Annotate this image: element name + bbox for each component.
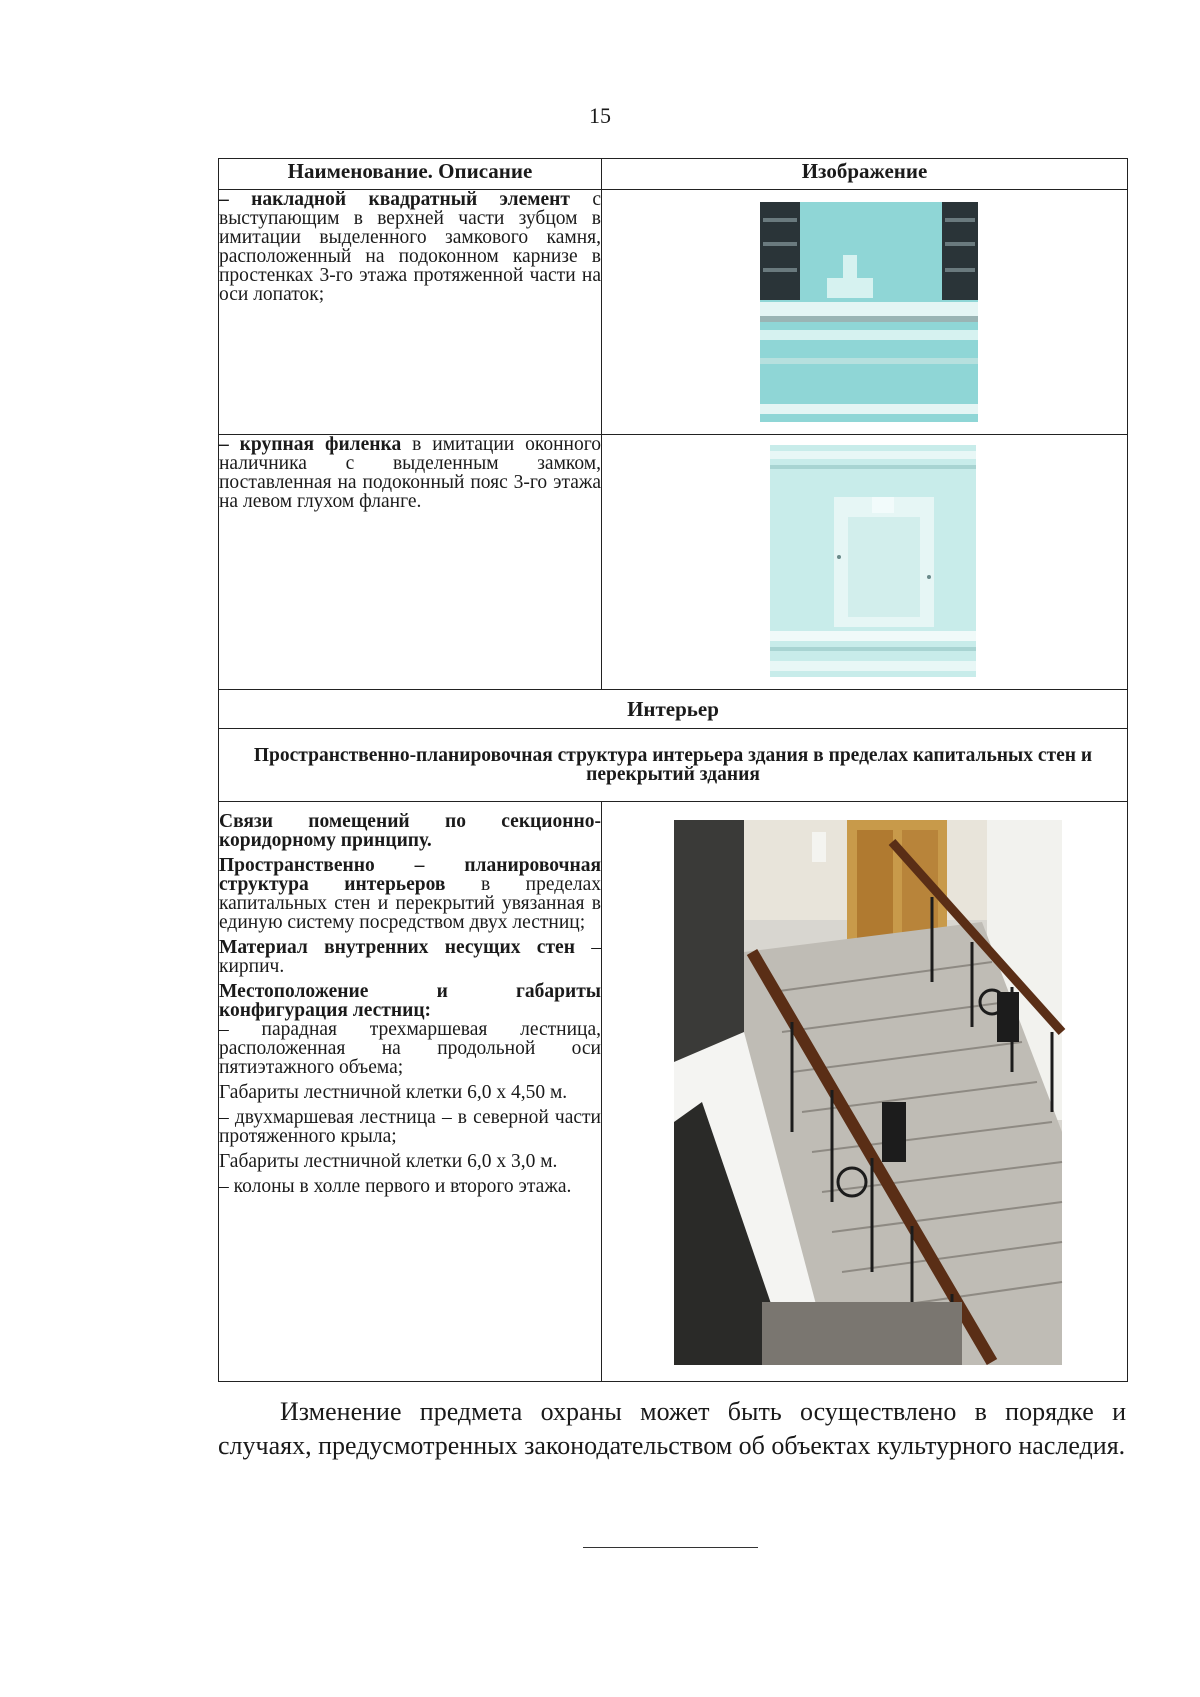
structure-section-row <box>219 729 1128 802</box>
element-name: – крупная филенка <box>219 434 402 455</box>
second-stair-text: – двухмаршевая лестница – в северной части протяженного крыла; <box>219 1107 601 1147</box>
table-row <box>219 435 1128 690</box>
column-header-image: Изображение <box>602 159 1128 190</box>
walls-material-text: – кирпич. <box>219 937 602 977</box>
structure-subtitle: Пространственно – планировочная структура интерьеров <box>219 855 601 895</box>
section-title-interior: Интерьер <box>219 690 1128 729</box>
walls-material-title: Материал внутренних несущих стен <box>219 937 575 958</box>
keystone-element-photo <box>602 190 1126 433</box>
description-cell <box>219 190 602 435</box>
image-cell <box>602 435 1128 690</box>
footer-paragraph: Изменение предмета охраны может быть осуществлено в порядке и случаях, предусмотренных законодательством об объектах культурного наследия. <box>218 1397 1126 1460</box>
end-divider <box>583 1547 758 1548</box>
table-header-row <box>219 159 1128 190</box>
image-cell <box>602 802 1128 1382</box>
columns-text: – колоны в холле первого и второго этажа. <box>219 1176 572 1197</box>
connections-title: Связи помещений по секционно-коридорному принципу. <box>219 811 601 851</box>
element-description: в имитации оконного наличника с выделенным замком, поставленная на подоконный пояс 3-го этажа на левом глухом фланге. <box>219 434 601 512</box>
structure-text: в пределах капитальных стен и перекрытий увязанная в единую систему посредством двух лестниц; <box>219 874 601 933</box>
page-number: 15 <box>589 103 611 128</box>
description-cell <box>219 435 602 690</box>
table-row <box>219 190 1128 435</box>
element-description: с выступающим в верхней части зубцом в имитации выделенного замкового камня, расположенный на подоконном карнизе в простенках 3-го этажа протяженной части на оси лопаток; <box>219 189 601 305</box>
protection-subject-table <box>218 158 1128 1382</box>
section-title-structure: Пространственно-планировочная структура интерьера здания в пределах капитальных стен и перекрытий здания <box>219 729 1128 802</box>
second-stair-dimensions: Габариты лестничной клетки 6,0 х 3,0 м. <box>219 1151 558 1172</box>
staircase-photo <box>602 802 1126 1380</box>
main-stair-text: – парадная трехмаршевая лестница, расположенная на продольной оси пятиэтажного объема; <box>219 1019 601 1078</box>
table-row <box>219 802 1128 1382</box>
column-header-description: Наименование. Описание <box>219 159 602 190</box>
interior-section-row <box>219 690 1128 729</box>
stairs-title: Местоположение и габариты конфигурация лестниц: <box>219 981 601 1021</box>
description-cell <box>219 802 602 1382</box>
window-panel-photo <box>602 435 1126 688</box>
main-stair-dimensions: Габариты лестничной клетки 6,0 х 4,50 м. <box>219 1082 568 1103</box>
element-name: – накладной квадратный элемент <box>219 189 570 210</box>
image-cell <box>602 190 1128 435</box>
